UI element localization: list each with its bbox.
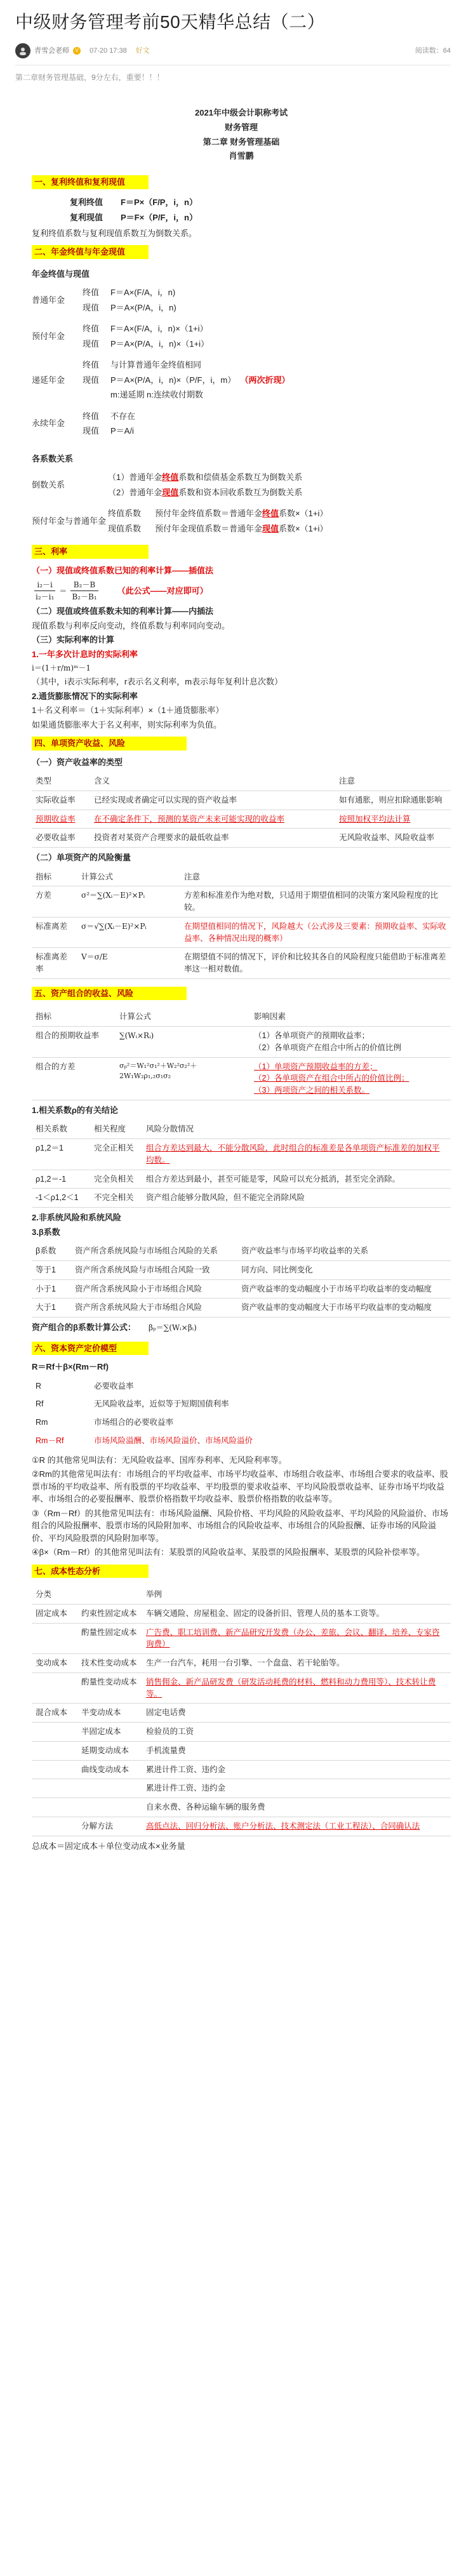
annuity-type: 现值 bbox=[83, 375, 100, 385]
table-cell: 无风险收益率、风险收益率 bbox=[335, 829, 451, 848]
section-title: 五、资产组合的收益、风险 bbox=[32, 987, 187, 1001]
annuity-formula: m:递延期 n:连续收付期数 bbox=[110, 390, 203, 399]
table-cell: ∑(Wᵢ×Rᵢ) bbox=[116, 1027, 250, 1058]
subsection-title: 年金终值与现值 bbox=[32, 269, 90, 279]
table-cell: 约束性固定成本 bbox=[77, 1604, 142, 1623]
portfolio-table bbox=[32, 1008, 451, 1100]
relation-post: 系数和偿债基金系数互为倒数关系 bbox=[178, 472, 303, 482]
annuity-formula: P＝A×(P/A，i，n) bbox=[110, 302, 176, 312]
portfolio-beta bbox=[32, 1321, 451, 1334]
relation-key: 终值 bbox=[162, 472, 179, 482]
author-avatar[interactable] bbox=[15, 43, 30, 58]
verified-badge: V bbox=[73, 47, 81, 55]
factor-item: （2）各单项资产在组合中所占的价值比例； bbox=[254, 1074, 409, 1083]
fraction-denominator: i₂－i₁ bbox=[34, 591, 55, 603]
table-row bbox=[32, 1057, 451, 1100]
table-cell: 累进计件工资、违约金 bbox=[142, 1779, 451, 1798]
table-cell: 检验员的工资 bbox=[142, 1723, 451, 1742]
table-cell: 不完全相关 bbox=[90, 1189, 142, 1208]
table-cell: 累进计件工资、违约金 bbox=[142, 1760, 451, 1779]
relation-pre: 预付年金现值系数＝普通年金 bbox=[155, 523, 263, 533]
table-cell: 方差 bbox=[32, 886, 77, 918]
table-header: 计算公式 bbox=[77, 868, 180, 886]
annuity-formula: 不存在 bbox=[110, 411, 136, 421]
table-cell: 混合成本 bbox=[32, 1704, 77, 1723]
formula-row bbox=[70, 196, 451, 209]
formula-value: P＝F×（P/F，i，n） bbox=[121, 213, 197, 222]
table-header: 影响因素 bbox=[250, 1008, 451, 1026]
table-cell: 资产所含系统风险与市场组合风险一致 bbox=[71, 1260, 237, 1279]
table-cell: 延期变动成本 bbox=[77, 1741, 142, 1760]
section-title: 三、利率 bbox=[32, 545, 149, 559]
table-cell: 方差和标准差作为绝对数，只适用于期望值相同的决策方案风险程度的比较。 bbox=[180, 886, 451, 918]
table-cell: R bbox=[36, 1381, 42, 1391]
table-cell: 组合的预期收益率 bbox=[32, 1027, 116, 1058]
table-header: 注意 bbox=[335, 772, 451, 791]
table-cell: 在不确定条件下，预测的某资产未来可能实现的收益率 bbox=[90, 810, 335, 829]
annuity-formula: F＝A×(F/A，i，n) bbox=[110, 288, 176, 297]
annuity-type bbox=[83, 389, 110, 401]
subsection-title: 各系数关系 bbox=[32, 453, 74, 464]
table-cell: 标准离差率 bbox=[32, 948, 77, 979]
table-cell: 资产组合能够分散风险，但不能完全消除风险 bbox=[142, 1189, 451, 1208]
table-header: 指标 bbox=[32, 1008, 116, 1026]
table-row bbox=[32, 1604, 451, 1623]
table-cell bbox=[32, 1760, 77, 1779]
table-cell: σ²＝∑(Xᵢ－E)²×Pᵢ bbox=[77, 886, 180, 918]
article-title: 中级财务管理考前50天精华总结（二） bbox=[15, 12, 326, 32]
interpolation-formula: $\frac{\text{i₂－i}}{\text{i₂－i₁}}$ ＝ $\frac{\text{B₂－B}}{\text{B₂－B₁}}$ （此公式——对应即可） bbox=[36, 580, 208, 601]
annuity-label: 预付年金 bbox=[32, 331, 65, 341]
table-row bbox=[32, 829, 451, 848]
article-meta bbox=[15, 42, 451, 60]
relation-group bbox=[32, 505, 451, 537]
table-header: 举例 bbox=[142, 1585, 451, 1604]
document-heading bbox=[32, 106, 451, 164]
table-cell: 大于1 bbox=[32, 1298, 71, 1318]
table-cell: 组合方差达到最大，不能分散风险，此时组合的标准差是各单项资产标准差的加权平均数。 bbox=[142, 1139, 451, 1170]
table-header: 含义 bbox=[90, 772, 335, 791]
section-title: 一、复利终值和复利现值 bbox=[32, 175, 149, 189]
annuity-type: 终值 bbox=[83, 360, 100, 370]
capm-note: ④β×（Rm－Rf）的其他常见叫法有：某股票的风险收益率、某股票的风险报酬率、某股票的风险补偿率等。 bbox=[32, 1547, 425, 1557]
table-row bbox=[32, 886, 451, 918]
table-row bbox=[32, 1623, 451, 1654]
return-types-table bbox=[32, 772, 451, 848]
annuity-label: 永续年金 bbox=[32, 418, 65, 429]
table-cell: 资产所含系统风险大于市场组合风险 bbox=[71, 1298, 237, 1318]
user-icon bbox=[18, 46, 27, 55]
table-cell: 变动成本 bbox=[32, 1654, 77, 1673]
table-cell: 实际收益率 bbox=[32, 791, 90, 810]
capm-formula: R＝Rf＋β×(Rm－Rf) bbox=[32, 1362, 109, 1371]
doc-head-line: 财务管理 bbox=[224, 122, 258, 132]
annuity-group bbox=[32, 408, 451, 440]
annuity-formula: P＝A×(P/A，i，n)×（1+i） bbox=[110, 338, 209, 349]
annuity-label: 普通年金 bbox=[32, 295, 65, 305]
table-cell: ρ1,2＝1 bbox=[32, 1139, 90, 1170]
table-cell bbox=[32, 1817, 77, 1836]
table-row bbox=[32, 1654, 451, 1673]
doc-head-line: 2021年中级会计职称考试 bbox=[195, 108, 288, 117]
relation-post: 系数和资本回收系数互为倒数关系 bbox=[178, 487, 303, 497]
table-header: 风险分散情况 bbox=[142, 1120, 451, 1138]
relation-label: 倒数关系 bbox=[32, 479, 65, 490]
table-cell: Rm－Rf bbox=[36, 1436, 64, 1445]
relation-type: 现值系数 bbox=[108, 523, 142, 533]
cost-behavior-table bbox=[32, 1585, 451, 1836]
table-cell: 销售佣金、新产品研发费（研发活动耗费的材料、燃料和动力费用等）、技术转让费等。 bbox=[142, 1672, 451, 1704]
table-cell bbox=[32, 1798, 77, 1817]
table-row bbox=[32, 1760, 451, 1779]
portfolio-beta-formula: βₚ＝∑(Wᵢ×βᵢ) bbox=[148, 1323, 197, 1332]
annuity-group bbox=[32, 284, 451, 316]
factor-item: （1）各单项资产的预期收益率； bbox=[254, 1031, 369, 1040]
table-cell: 预期收益率 bbox=[32, 810, 90, 829]
relation-type: 终值系数 bbox=[108, 509, 142, 518]
table-row bbox=[32, 1298, 451, 1318]
table-row bbox=[32, 1395, 451, 1413]
table-cell: 完全正相关 bbox=[90, 1139, 142, 1170]
table-cell: 资产收益率的变动幅度小于市场平均收益率的变动幅度 bbox=[237, 1279, 451, 1298]
annuity-type: 现值 bbox=[83, 338, 100, 349]
relation-post: 系数×（1+i） bbox=[279, 523, 328, 533]
subsection-title: （一）现值或终值系数已知的利率计算——插值法 bbox=[32, 565, 214, 575]
table-cell: σₚ²＝W₁²σ₁²＋W₂²σ₂²＋2W₁W₂ρ₁,₂σ₁σ₂ bbox=[116, 1057, 250, 1100]
table-row bbox=[32, 1242, 451, 1260]
subsection-title: （二）单项资产的风险衡量 bbox=[32, 853, 131, 862]
table-row bbox=[32, 791, 451, 810]
relation-pre: （1）普通年金 bbox=[108, 472, 163, 482]
beta-table bbox=[32, 1242, 451, 1318]
table-cell: 自来水费、各种运输车辆的服务费 bbox=[142, 1798, 451, 1817]
table-cell: -1＜ρ1,2＜1 bbox=[32, 1189, 90, 1208]
table-header: 分类 bbox=[32, 1585, 77, 1604]
note-text: 如果通货膨胀率大于名义利率，则实际利率为负值。 bbox=[32, 719, 222, 730]
table-cell: 等于1 bbox=[32, 1260, 71, 1279]
article-tag[interactable]: 好文 bbox=[135, 46, 150, 55]
total-cost-formula: 总成本＝固定成本＋单位变动成本×业务量 bbox=[32, 1841, 185, 1851]
table-cell: 在期望值相同的情况下，风险越大（公式涉及三要素：预期收益率、实际收益率、各种情况出现的概率） bbox=[180, 917, 451, 948]
table-header: 类型 bbox=[32, 772, 90, 791]
formula-text: i＝(1＋r/m)ᵐ－1 bbox=[32, 664, 91, 672]
table-cell: β系数 bbox=[32, 1242, 71, 1260]
table-cell: 资产收益率与市场平均收益率的关系 bbox=[237, 1242, 451, 1260]
table-cell: 生产一台汽车，耗用一台引擎、一个盘盘、若干轮胎等。 bbox=[142, 1654, 451, 1673]
table-cell: Rf bbox=[36, 1399, 44, 1409]
risk-measure-table bbox=[32, 868, 451, 979]
table-header: 相关程度 bbox=[90, 1120, 142, 1138]
doc-head-line: 第二章 财务管理基础 bbox=[203, 137, 280, 147]
annuity-type: 终值 bbox=[83, 411, 100, 421]
annuity-group bbox=[32, 356, 451, 404]
table-cell: 酌量性固定成本 bbox=[77, 1623, 142, 1654]
capm-note: ①R 的其他常见叫法有：无风险收益率、国库券利率、无风险利率等。 bbox=[32, 1455, 287, 1465]
annuity-type: 现值 bbox=[83, 302, 100, 312]
subsection-title: （二）现值或终值系数未知的利率计算——内插法 bbox=[32, 606, 214, 616]
relation-post: 系数×（1+i） bbox=[279, 509, 328, 518]
relation-group bbox=[32, 469, 451, 501]
factor-item: （3）两项资产之间的相关系数。 bbox=[254, 1086, 369, 1095]
factor-item: （1）单项资产预期收益率的方差； bbox=[254, 1062, 378, 1071]
table-cell: 广告费、职工培训费、新产品研究开发费（办公、差旅、会议、翻译、培养、专家咨询费） bbox=[142, 1623, 451, 1654]
formula-key: 复利现值 bbox=[70, 213, 103, 222]
table-cell: 市场组合的必要收益率 bbox=[94, 1418, 174, 1427]
table-cell: 车辆交通险、房屋租金、固定的设备折旧、管理人员的基本工资等。 bbox=[142, 1604, 451, 1623]
table-cell: 半固定成本 bbox=[77, 1723, 142, 1742]
capm-note: ③（Rm－Rf）的其他常见叫法有：市场风险溢酬、风险价格、平均风险的风险收益率、平均风险的风险溢价、市场组合的风险报酬率、股票市场的风险附加率、市场组合的风险收益率、市场组合的风险报酬、证券市场的风险溢价、平均风险股票的风险附加率等。 bbox=[32, 1508, 448, 1543]
table-cell: 标准离差 bbox=[32, 917, 77, 948]
table-cell bbox=[77, 1779, 142, 1798]
table-row bbox=[32, 1170, 451, 1189]
relation-pre: 预付年金终值系数＝普通年金 bbox=[155, 509, 263, 518]
table-cell bbox=[250, 1057, 451, 1100]
table-header: 相关系数 bbox=[32, 1120, 90, 1138]
subsection-title: 3.β系数 bbox=[32, 1227, 60, 1237]
author-name[interactable]: 青雪会老师 bbox=[34, 46, 69, 55]
table-cell: 必要收益率 bbox=[32, 829, 90, 848]
relation-pre: （2）普通年金 bbox=[108, 487, 163, 497]
table-cell: 投资者对某资产合理要求的最低收益率 bbox=[90, 829, 335, 848]
table-row bbox=[32, 1798, 451, 1817]
table-row bbox=[32, 1723, 451, 1742]
annuity-type: 现值 bbox=[83, 426, 100, 436]
table-row bbox=[32, 1741, 451, 1760]
table-row bbox=[32, 1704, 451, 1723]
annuity-extra-note: （两次折现） bbox=[240, 375, 290, 385]
table-row bbox=[32, 810, 451, 829]
table-row bbox=[32, 1279, 451, 1298]
table-header: 指标 bbox=[32, 868, 77, 886]
section-title: 七、成本性态分析 bbox=[32, 1565, 149, 1578]
capm-note: ②Rm的其他常见叫法有：市场组合的平均收益率、市场平均收益率、市场组合收益率、市场组合要求的收益率、股票市场的平均收益率、所有股票的平均收益率、平均股票的要求收益率、平均风险股票收益率、证券市场平均收益率、市场组合的必要报酬率、股票价格指数平均收益率、股票价格指数的收益率等。 bbox=[32, 1469, 448, 1504]
table-cell bbox=[250, 1027, 451, 1058]
table-cell bbox=[32, 1672, 77, 1704]
formula-note: （此公式——对应即可） bbox=[117, 585, 208, 596]
subsection-title: 1.一年多次计息时的实际利率 bbox=[32, 649, 138, 659]
doc-head-line: 肖雪鹏 bbox=[229, 151, 254, 161]
table-cell: σ＝√∑(Xᵢ－E)²×Pᵢ bbox=[77, 917, 180, 948]
table-cell: 资产所含系统风险与市场组合风险的关系 bbox=[71, 1242, 237, 1260]
table-cell: 无风险收益率，近似等于短期国债利率 bbox=[94, 1399, 229, 1409]
table-cell: 完全负相关 bbox=[90, 1170, 142, 1189]
table-row bbox=[32, 1189, 451, 1208]
formula-row bbox=[70, 211, 451, 224]
table-row bbox=[32, 917, 451, 948]
table-cell: 小于1 bbox=[32, 1279, 71, 1298]
table-header bbox=[77, 1585, 142, 1604]
annuity-label: 递延年金 bbox=[32, 375, 65, 385]
table-row bbox=[32, 1779, 451, 1798]
view-count: 阅读数：64 bbox=[415, 46, 451, 55]
table-cell bbox=[77, 1798, 142, 1817]
correlation-table bbox=[32, 1120, 451, 1208]
table-row bbox=[32, 1027, 451, 1058]
subsection-title: 2.通货膨胀情况下的实际利率 bbox=[32, 691, 138, 701]
table-row bbox=[32, 1377, 451, 1396]
fraction-denominator: B₂－B₁ bbox=[70, 591, 98, 603]
annuity-formula: 与计算普通年金终值相同 bbox=[110, 360, 202, 370]
relation-key: 现值 bbox=[262, 523, 279, 533]
table-row bbox=[32, 1139, 451, 1170]
table-cell: ρ1,2＝-1 bbox=[32, 1170, 90, 1189]
table-row bbox=[32, 1672, 451, 1704]
table-cell: 技术性变动成本 bbox=[77, 1654, 142, 1673]
table-cell bbox=[32, 1741, 77, 1760]
annuity-type: 终值 bbox=[83, 288, 100, 297]
table-cell: 组合的方差 bbox=[32, 1057, 116, 1100]
table-cell bbox=[32, 1623, 77, 1654]
subsection-title: 1.相关系数ρ的有关结论 bbox=[32, 1105, 118, 1115]
annuity-formula: P＝A×(P/A，i，n)×（P/F，i，m） bbox=[110, 375, 236, 385]
note-text: （其中，i表示实际利率，r表示名义利率，m表示每年复利计息次数） bbox=[32, 677, 283, 686]
table-cell: 资产收益率的变动幅度大于市场平均收益率的变动幅度 bbox=[237, 1298, 451, 1318]
table-cell: 高低点法、回归分析法、账户分析法、技术测定法（工业工程法）、合同确认法 bbox=[142, 1817, 451, 1836]
table-cell: 半变动成本 bbox=[77, 1704, 142, 1723]
publish-date: 07-20 17:38 bbox=[90, 46, 127, 55]
article-intro: 第二章财务管理基础，9分左右，重要！！！ bbox=[15, 73, 164, 82]
subsection-title: 2.非系统风险和系统风险 bbox=[32, 1213, 121, 1222]
table-cell: 同方向、同比例变化 bbox=[237, 1260, 451, 1279]
table-header: 注意 bbox=[180, 868, 451, 886]
table-cell: 市场风险溢酬、市场风险溢价、市场风险溢价 bbox=[94, 1436, 253, 1445]
table-row bbox=[32, 1260, 451, 1279]
table-header: 计算公式 bbox=[116, 1008, 250, 1026]
document-body bbox=[15, 106, 451, 1852]
formula-key: 复利终值 bbox=[70, 197, 103, 207]
section-title: 四、单项资产收益、风险 bbox=[32, 737, 187, 751]
table-cell: 分解方法 bbox=[77, 1817, 142, 1836]
annuity-formula: P＝A/i bbox=[110, 426, 134, 436]
table-cell: 固定成本 bbox=[32, 1604, 77, 1623]
table-cell: 已经实现或者确定可以实现的资产收益率 bbox=[90, 791, 335, 810]
section-title: 二、年金终值与年金现值 bbox=[32, 245, 149, 259]
relation-key: 现值 bbox=[162, 487, 179, 497]
section-title: 六、资本资产定价模型 bbox=[32, 1342, 149, 1356]
table-cell: 资产所含系统风险小于市场组合风险 bbox=[71, 1279, 237, 1298]
factor-item: （2）各单项资产在组合中所占的价值比例 bbox=[254, 1043, 401, 1052]
relation-label: 预付年金与普通年金 bbox=[32, 516, 107, 526]
table-cell: 必要收益率 bbox=[94, 1381, 134, 1391]
table-row bbox=[32, 1413, 451, 1432]
subsection-title: （三）实际利率的计算 bbox=[32, 635, 115, 644]
fraction-numerator: B₂－B bbox=[73, 580, 96, 589]
table-cell: 组合方差达到最小，甚至可能是零，风险可以充分抵消，甚至完全消除。 bbox=[142, 1170, 451, 1189]
annuity-type: 终值 bbox=[83, 324, 100, 333]
formula-text: 1＋名义利率＝（1＋实际利率）×（1＋通货膨胀率） bbox=[32, 705, 224, 715]
note-text: 复利终值系数与复利现值系数互为倒数关系。 bbox=[32, 228, 197, 238]
table-cell: 如有通胀，则应扣除通胀影响 bbox=[335, 791, 451, 810]
portfolio-beta-label: 资产组合的β系数计算公式： bbox=[32, 1323, 136, 1332]
table-row bbox=[32, 948, 451, 979]
note-text: 现值系数与利率反向变动，终值系数与利率同向变动。 bbox=[32, 620, 230, 631]
table-cell: 固定电话费 bbox=[142, 1704, 451, 1723]
table-cell: 按照加权平均法计算 bbox=[335, 810, 451, 829]
subsection-title: （一）资产收益率的类型 bbox=[32, 757, 123, 767]
table-cell bbox=[32, 1723, 77, 1742]
relation-key: 终值 bbox=[262, 509, 279, 518]
table-row bbox=[32, 1817, 451, 1836]
table-cell: V＝σ/E bbox=[77, 948, 180, 979]
table-cell bbox=[32, 1779, 77, 1798]
annuity-formula: F＝A×(F/A，i，n)×（1+i） bbox=[110, 324, 208, 333]
table-row bbox=[32, 1432, 451, 1450]
table-cell: 手机流量费 bbox=[142, 1741, 451, 1760]
table-cell: 曲线变动成本 bbox=[77, 1760, 142, 1779]
annuity-group bbox=[32, 320, 451, 352]
formula-value: F＝P×（F/P，i，n） bbox=[121, 197, 197, 207]
table-cell: Rm bbox=[36, 1418, 48, 1427]
capm-table bbox=[32, 1377, 451, 1450]
fraction-numerator: i₂－i bbox=[37, 580, 53, 589]
table-cell: 酌量性变动成本 bbox=[77, 1672, 142, 1704]
table-cell: 在期望值不同的情况下，评价和比较其各自的风险程度只能借助于标准离差率这一相对数值。 bbox=[180, 948, 451, 979]
